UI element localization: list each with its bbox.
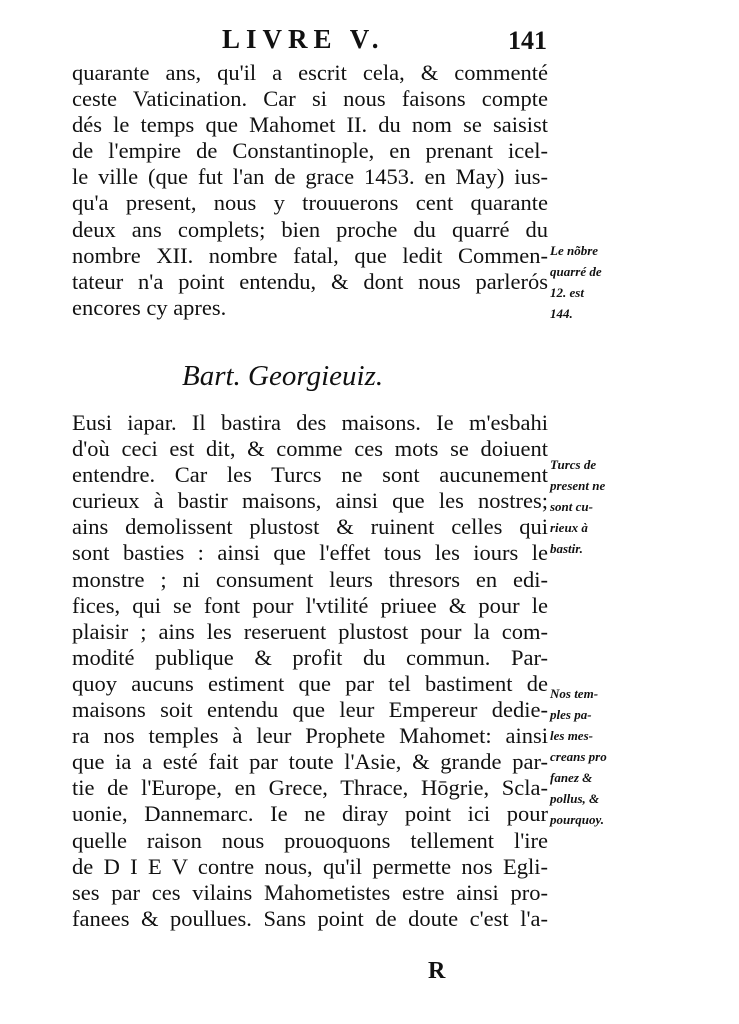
text-line: de l'empire de Constantinople, en prenant icel- bbox=[72, 138, 548, 164]
text-line: ceste Vaticination. Car si nous faisons compte bbox=[72, 86, 548, 112]
text-line: fices, qui se font pour l'vtilité priuee & pour le bbox=[72, 592, 548, 618]
text-line: tateur n'a point entendu, & dont nous parlerós bbox=[72, 268, 548, 294]
margin-note bbox=[550, 454, 630, 559]
margin-note-line: present ne bbox=[550, 478, 606, 493]
text-line: modité publique & profit du commun. Par- bbox=[72, 644, 548, 670]
text-line: ses par ces vilains Mahometistes estre ainsi pro- bbox=[72, 879, 548, 905]
section-heading: Bart. Georgieuiz. bbox=[182, 360, 384, 392]
text-line: nombre XII. nombre fatal, que ledit Commen- bbox=[72, 242, 548, 268]
margin-note-line: bastir. bbox=[550, 541, 583, 556]
text-line: sont basties : ainsi que l'effet tous les iours le bbox=[72, 540, 548, 566]
paragraph-continued bbox=[72, 60, 548, 321]
margin-note-line: 144. bbox=[550, 306, 573, 321]
text-line: ains demolissent plustost & ruinent celles qui bbox=[72, 514, 548, 540]
text-line: tie de l'Europe, en Grece, Thrace, Hōgrie, Scla- bbox=[72, 775, 548, 801]
margin-note-line: Turcs de bbox=[550, 457, 597, 472]
margin-note-line: Le nõbre bbox=[550, 243, 599, 258]
text-line: uonie, Dannemarc. Ie ne diray point ici pour bbox=[72, 801, 548, 827]
margin-note-line: les mes- bbox=[550, 728, 593, 743]
margin-note-line: rieux à bbox=[550, 520, 588, 535]
margin-note-line: fanez & bbox=[550, 770, 593, 785]
margin-note-line: Nos tem- bbox=[550, 686, 599, 701]
margin-note bbox=[550, 683, 630, 830]
text-line: qu'a present, nous y trouuerons cent quarante bbox=[72, 190, 548, 216]
text-line: monstre ; ni consument leurs thresors en edi- bbox=[72, 566, 548, 592]
text-line: quoy aucuns estiment que par tel bastiment de bbox=[72, 670, 548, 696]
text-line: plaisir ; ains les reseruent plustost pour la com- bbox=[72, 618, 548, 644]
margin-note-line: 12. est bbox=[550, 285, 584, 300]
margin-note bbox=[550, 240, 630, 324]
page-header bbox=[0, 24, 739, 60]
margin-note-line: creans pro bbox=[550, 749, 607, 764]
margin-note-line: pourquoy. bbox=[550, 812, 605, 827]
text-line: ra nos temples à leur Prophete Mahomet: ainsi bbox=[72, 723, 548, 749]
text-line: encores cy apres. bbox=[72, 294, 227, 320]
running-title: LIVRE V. bbox=[222, 24, 385, 54]
text-line: Eusi iapar. Il bastira des maisons. Ie m'esbahi bbox=[72, 410, 548, 435]
text-line: que ia a esté fait par toute l'Asie, & grande par- bbox=[72, 749, 548, 775]
margin-note-line: sont cu- bbox=[550, 499, 593, 514]
text-line: d'où ceci est dit, & comme ces mots se doiuent bbox=[72, 436, 548, 462]
margin-note-line: ples pa- bbox=[550, 707, 592, 722]
text-line: le ville (que fut l'an de grace 1453. en May) ius- bbox=[72, 164, 548, 190]
text-line: dés le temps que Mahomet II. du nom se saisist bbox=[72, 112, 548, 138]
page-number: 141 bbox=[508, 26, 547, 55]
paragraph bbox=[72, 410, 548, 932]
text-line: curieux à bastir maisons, ainsi que les nostres; bbox=[72, 488, 548, 514]
signature-mark: R bbox=[428, 958, 446, 984]
text-line: quarante ans, qu'il a escrit cela, & commenté bbox=[72, 60, 548, 85]
margin-note-line: pollus, & bbox=[550, 791, 600, 806]
text-line: de D I E V contre nous, qu'il permette nos Egli- bbox=[72, 853, 548, 879]
text-line: maisons soit entendu que leur Empereur dedie- bbox=[72, 697, 548, 723]
text-line: fanees & poullues. Sans point de doute c'est l'a- bbox=[72, 905, 548, 931]
margin-note-line: quarré de bbox=[550, 264, 602, 279]
text-line: quelle raison nous prouoquons tellement l'ire bbox=[72, 827, 548, 853]
text-line: entendre. Car les Turcs ne sont aucunement bbox=[72, 462, 548, 488]
text-line: deux ans complets; bien proche du quarré du bbox=[72, 216, 548, 242]
